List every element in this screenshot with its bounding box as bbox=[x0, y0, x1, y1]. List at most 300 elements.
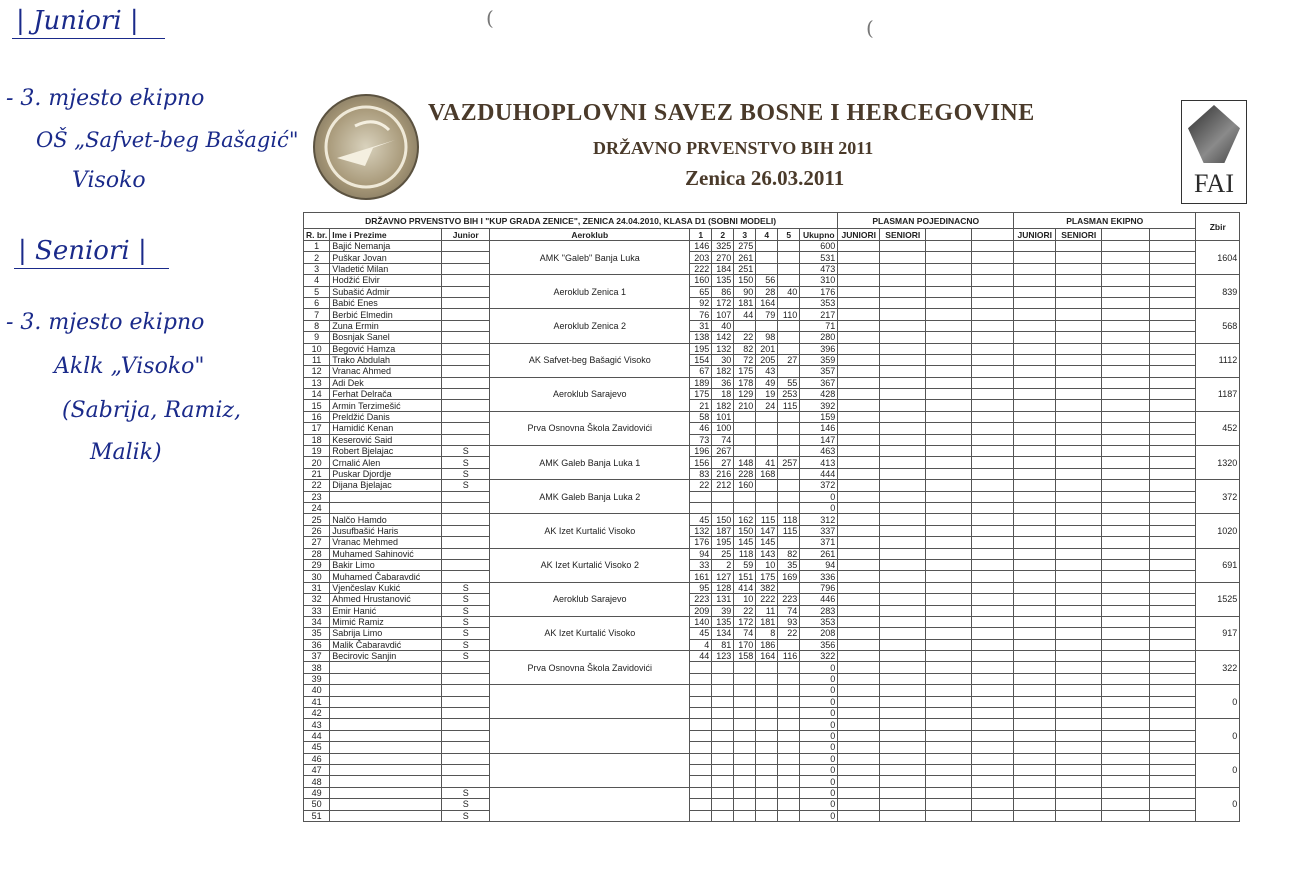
table-row bbox=[304, 708, 1240, 719]
placement-cell bbox=[1102, 480, 1150, 491]
competitor-name: Crnalić Alen bbox=[330, 457, 442, 468]
row-number: 51 bbox=[304, 810, 330, 821]
placement-cell bbox=[926, 377, 972, 388]
competitor-name: Babić Enes bbox=[330, 297, 442, 308]
placement-cell bbox=[926, 241, 972, 252]
placement-cell bbox=[880, 719, 926, 730]
row-number: 23 bbox=[304, 491, 330, 502]
col-1-header: 1 bbox=[690, 229, 712, 241]
placement-cell bbox=[880, 764, 926, 775]
round-3-score: 275 bbox=[734, 241, 756, 252]
placement-cell bbox=[1102, 651, 1150, 662]
placement-cell bbox=[838, 491, 880, 502]
placement-cell bbox=[880, 514, 926, 525]
row-number: 43 bbox=[304, 719, 330, 730]
table-row bbox=[304, 241, 1240, 252]
table-row bbox=[304, 502, 1240, 513]
table-row bbox=[304, 411, 1240, 422]
placement-cell bbox=[838, 639, 880, 650]
row-number: 39 bbox=[304, 673, 330, 684]
table-row bbox=[304, 446, 1240, 457]
scan-mark-left: ( bbox=[486, 6, 494, 30]
placement-cell bbox=[1102, 434, 1150, 445]
round-2-score: 135 bbox=[712, 616, 734, 627]
round-2-score: 128 bbox=[712, 582, 734, 593]
competitor-name: Armin Terzimešić bbox=[330, 400, 442, 411]
row-number: 9 bbox=[304, 332, 330, 343]
placement-cell bbox=[926, 343, 972, 354]
row-number: 27 bbox=[304, 537, 330, 548]
total-score: 531 bbox=[800, 252, 838, 263]
placement-cell bbox=[880, 411, 926, 422]
placement-cell bbox=[880, 468, 926, 479]
placement-cell bbox=[926, 491, 972, 502]
placement-cell bbox=[1150, 651, 1196, 662]
placement-cell bbox=[972, 787, 1014, 798]
placement-cell bbox=[1150, 559, 1196, 570]
club-logo-icon bbox=[313, 94, 419, 200]
placement-cell bbox=[838, 252, 880, 263]
round-3-score bbox=[734, 764, 756, 775]
round-1-score bbox=[690, 673, 712, 684]
total-score: 0 bbox=[800, 810, 838, 821]
placement-cell bbox=[838, 662, 880, 673]
placement-cell bbox=[972, 320, 1014, 331]
placement-cell bbox=[1056, 582, 1102, 593]
table-row bbox=[304, 776, 1240, 787]
placement-cell bbox=[926, 559, 972, 570]
round-3-score: 22 bbox=[734, 332, 756, 343]
round-2-score: 182 bbox=[712, 366, 734, 377]
placement-cell bbox=[972, 423, 1014, 434]
placement-cell bbox=[1102, 286, 1150, 297]
placement-cell bbox=[1056, 685, 1102, 696]
total-score: 796 bbox=[800, 582, 838, 593]
round-3-score: 162 bbox=[734, 514, 756, 525]
round-1-score: 95 bbox=[690, 582, 712, 593]
round-3-score bbox=[734, 810, 756, 821]
col-empty-header bbox=[1150, 229, 1196, 241]
placement-cell bbox=[880, 297, 926, 308]
round-2-score bbox=[712, 810, 734, 821]
placement-cell bbox=[880, 730, 926, 741]
placement-cell bbox=[1014, 605, 1056, 616]
table-row bbox=[304, 639, 1240, 650]
placement-cell bbox=[1056, 719, 1102, 730]
round-2-score: 270 bbox=[712, 252, 734, 263]
round-2-score: 18 bbox=[712, 389, 734, 400]
placement-cell bbox=[972, 685, 1014, 696]
placement-cell bbox=[1014, 389, 1056, 400]
placement-cell bbox=[880, 605, 926, 616]
round-1-score: 58 bbox=[690, 411, 712, 422]
placement-cell bbox=[972, 537, 1014, 548]
placement-cell bbox=[1056, 354, 1102, 365]
table-row bbox=[304, 571, 1240, 582]
placement-cell bbox=[1150, 434, 1196, 445]
placement-cell bbox=[1150, 354, 1196, 365]
placement-cell bbox=[926, 446, 972, 457]
placement-cell bbox=[1014, 810, 1056, 821]
placement-cell bbox=[1056, 502, 1102, 513]
placement-cell bbox=[880, 491, 926, 502]
placement-cell bbox=[838, 446, 880, 457]
round-5-score bbox=[778, 787, 800, 798]
round-4-score: 143 bbox=[756, 548, 778, 559]
placement-cell bbox=[926, 297, 972, 308]
competitor-name: Mimić Ramiz bbox=[330, 616, 442, 627]
placement-cell bbox=[838, 320, 880, 331]
row-number: 2 bbox=[304, 252, 330, 263]
round-3-score bbox=[734, 708, 756, 719]
zbir-header: Zbir bbox=[1196, 213, 1240, 241]
placement-cell bbox=[1102, 263, 1150, 274]
round-1-score bbox=[690, 719, 712, 730]
row-number: 8 bbox=[304, 320, 330, 331]
round-2-score: 216 bbox=[712, 468, 734, 479]
round-5-score: 27 bbox=[778, 354, 800, 365]
row-number: 42 bbox=[304, 708, 330, 719]
placement-cell bbox=[1056, 332, 1102, 343]
table-row bbox=[304, 685, 1240, 696]
table-row bbox=[304, 537, 1240, 548]
placement-cell bbox=[972, 696, 1014, 707]
round-4-score bbox=[756, 719, 778, 730]
placement-cell bbox=[1150, 730, 1196, 741]
round-5-score bbox=[778, 468, 800, 479]
row-number: 49 bbox=[304, 787, 330, 798]
placement-cell bbox=[1102, 571, 1150, 582]
competitor-name: Keserović Said bbox=[330, 434, 442, 445]
round-3-score bbox=[734, 491, 756, 502]
placement-cell bbox=[972, 810, 1014, 821]
round-1-score bbox=[690, 742, 712, 753]
round-3-score: 181 bbox=[734, 297, 756, 308]
round-5-score: 110 bbox=[778, 309, 800, 320]
placement-cell bbox=[1056, 764, 1102, 775]
team-sum: 1525 bbox=[1196, 582, 1240, 616]
junior-flag bbox=[442, 252, 490, 263]
round-2-score: 39 bbox=[712, 605, 734, 616]
placement-cell bbox=[1150, 309, 1196, 320]
placement-cell bbox=[1014, 673, 1056, 684]
row-number: 22 bbox=[304, 480, 330, 491]
table-row bbox=[304, 605, 1240, 616]
placement-cell bbox=[838, 673, 880, 684]
table-row bbox=[304, 799, 1240, 810]
round-4-score bbox=[756, 696, 778, 707]
round-3-score: 10 bbox=[734, 594, 756, 605]
junior-flag bbox=[442, 719, 490, 730]
placement-cell bbox=[972, 366, 1014, 377]
row-number: 34 bbox=[304, 616, 330, 627]
round-2-score bbox=[712, 673, 734, 684]
round-4-score: 11 bbox=[756, 605, 778, 616]
placement-cell bbox=[926, 286, 972, 297]
round-4-score: 49 bbox=[756, 377, 778, 388]
competitor-name: Vladetić Milan bbox=[330, 263, 442, 274]
total-score: 0 bbox=[800, 776, 838, 787]
placement-cell bbox=[838, 594, 880, 605]
placement-cell bbox=[972, 776, 1014, 787]
placement-cell bbox=[1056, 252, 1102, 263]
placement-cell bbox=[838, 764, 880, 775]
row-number: 19 bbox=[304, 446, 330, 457]
placement-cell bbox=[926, 810, 972, 821]
round-4-score: 168 bbox=[756, 468, 778, 479]
placement-cell bbox=[972, 434, 1014, 445]
table-row bbox=[304, 423, 1240, 434]
round-2-score: 86 bbox=[712, 286, 734, 297]
junior-flag: S bbox=[442, 446, 490, 457]
placement-cell bbox=[972, 764, 1014, 775]
placement-cell bbox=[1102, 275, 1150, 286]
placement-cell bbox=[1150, 685, 1196, 696]
placement-cell bbox=[880, 320, 926, 331]
round-2-score: 150 bbox=[712, 514, 734, 525]
competitor-name bbox=[330, 673, 442, 684]
round-2-score: 25 bbox=[712, 548, 734, 559]
placement-cell bbox=[926, 628, 972, 639]
round-2-score: 81 bbox=[712, 639, 734, 650]
placement-cell bbox=[1056, 730, 1102, 741]
placement-cell bbox=[1056, 434, 1102, 445]
round-3-score bbox=[734, 320, 756, 331]
placement-cell bbox=[926, 514, 972, 525]
round-4-score: 201 bbox=[756, 343, 778, 354]
placement-cell bbox=[1102, 776, 1150, 787]
round-5-score: 93 bbox=[778, 616, 800, 627]
placement-cell bbox=[1014, 480, 1056, 491]
placement-cell bbox=[1014, 446, 1056, 457]
competitor-name: Becirovic Sanjin bbox=[330, 651, 442, 662]
table-row bbox=[304, 354, 1240, 365]
round-3-score: 160 bbox=[734, 480, 756, 491]
table-row bbox=[304, 332, 1240, 343]
placement-cell bbox=[1150, 480, 1196, 491]
placement-cell bbox=[1014, 400, 1056, 411]
club-name: Aeroklub Sarajevo bbox=[490, 377, 690, 411]
placement-cell bbox=[972, 332, 1014, 343]
junior-flag bbox=[442, 514, 490, 525]
round-2-score: 27 bbox=[712, 457, 734, 468]
placement-cell bbox=[926, 742, 972, 753]
total-score: 428 bbox=[800, 389, 838, 400]
placement-cell bbox=[972, 605, 1014, 616]
round-2-score bbox=[712, 696, 734, 707]
placement-cell bbox=[1014, 309, 1056, 320]
round-2-score bbox=[712, 719, 734, 730]
placement-cell bbox=[1014, 651, 1056, 662]
placement-cell bbox=[926, 366, 972, 377]
placement-cell bbox=[1014, 297, 1056, 308]
placement-cell bbox=[972, 309, 1014, 320]
round-1-score: 140 bbox=[690, 616, 712, 627]
round-4-score: 145 bbox=[756, 537, 778, 548]
junior-flag bbox=[442, 673, 490, 684]
round-5-score bbox=[778, 263, 800, 274]
junior-flag bbox=[442, 491, 490, 502]
placement-cell bbox=[838, 275, 880, 286]
round-5-score bbox=[778, 764, 800, 775]
placement-cell bbox=[838, 354, 880, 365]
round-1-score bbox=[690, 810, 712, 821]
placement-cell bbox=[972, 753, 1014, 764]
note-seniori-line4: Malik) bbox=[90, 440, 162, 465]
placement-cell bbox=[880, 286, 926, 297]
placement-cell bbox=[1102, 639, 1150, 650]
placement-cell bbox=[926, 320, 972, 331]
table-row bbox=[304, 457, 1240, 468]
placement-cell bbox=[1056, 708, 1102, 719]
placement-cell bbox=[926, 594, 972, 605]
placement-cell bbox=[1056, 787, 1102, 798]
placement-cell bbox=[1014, 719, 1056, 730]
row-number: 46 bbox=[304, 753, 330, 764]
round-3-score: 148 bbox=[734, 457, 756, 468]
placement-cell bbox=[1056, 753, 1102, 764]
round-4-score bbox=[756, 764, 778, 775]
round-2-score bbox=[712, 730, 734, 741]
total-score: 312 bbox=[800, 514, 838, 525]
table-row bbox=[304, 400, 1240, 411]
junior-flag bbox=[442, 548, 490, 559]
team-sum: 0 bbox=[1196, 719, 1240, 753]
round-5-score bbox=[778, 708, 800, 719]
eagle-icon bbox=[1188, 105, 1240, 163]
placement-cell bbox=[1056, 776, 1102, 787]
placement-cell bbox=[880, 400, 926, 411]
placement-cell bbox=[1056, 594, 1102, 605]
row-number: 3 bbox=[304, 263, 330, 274]
round-5-score bbox=[778, 685, 800, 696]
round-1-score: 196 bbox=[690, 446, 712, 457]
total-score: 446 bbox=[800, 594, 838, 605]
table-row bbox=[304, 263, 1240, 274]
round-2-score: 172 bbox=[712, 297, 734, 308]
fai-logo bbox=[1181, 100, 1247, 204]
placement-cell bbox=[1056, 320, 1102, 331]
page-subtitle: DRŽAVNO PRVENSTVO BIH 2011 bbox=[593, 138, 874, 158]
total-score: 322 bbox=[800, 651, 838, 662]
total-score: 176 bbox=[800, 286, 838, 297]
note-seniori-line1: - 3. mjesto ekipno bbox=[6, 310, 205, 335]
placement-cell bbox=[1056, 628, 1102, 639]
round-3-score: 170 bbox=[734, 639, 756, 650]
round-4-score bbox=[756, 491, 778, 502]
placement-cell bbox=[972, 502, 1014, 513]
row-number: 6 bbox=[304, 297, 330, 308]
junior-flag bbox=[442, 764, 490, 775]
round-3-score: 158 bbox=[734, 651, 756, 662]
placement-cell bbox=[880, 309, 926, 320]
round-4-score bbox=[756, 776, 778, 787]
placement-cell bbox=[880, 389, 926, 400]
placement-cell bbox=[880, 446, 926, 457]
placement-cell bbox=[1102, 332, 1150, 343]
placement-cell bbox=[838, 297, 880, 308]
placement-cell bbox=[838, 457, 880, 468]
round-2-score: 123 bbox=[712, 651, 734, 662]
junior-flag: S bbox=[442, 810, 490, 821]
col-4-header: 4 bbox=[756, 229, 778, 241]
row-number: 20 bbox=[304, 457, 330, 468]
club-name: AK Izet Kurtalić Visoko bbox=[490, 514, 690, 548]
placement-cell bbox=[880, 332, 926, 343]
placement-cell bbox=[880, 594, 926, 605]
placement-cell bbox=[1102, 446, 1150, 457]
total-score: 310 bbox=[800, 275, 838, 286]
competitor-name: Preldžić Danis bbox=[330, 411, 442, 422]
junior-flag: S bbox=[442, 582, 490, 593]
row-number: 47 bbox=[304, 764, 330, 775]
placement-cell bbox=[1056, 491, 1102, 502]
round-1-score: 222 bbox=[690, 263, 712, 274]
placement-cell bbox=[838, 753, 880, 764]
round-5-score bbox=[778, 423, 800, 434]
round-2-score: 187 bbox=[712, 525, 734, 536]
round-1-score: 189 bbox=[690, 377, 712, 388]
placement-cell bbox=[1150, 764, 1196, 775]
round-1-score bbox=[690, 502, 712, 513]
team-sum: 1187 bbox=[1196, 377, 1240, 411]
placement-cell bbox=[880, 502, 926, 513]
placement-cell bbox=[880, 548, 926, 559]
table-row bbox=[304, 252, 1240, 263]
placement-cell bbox=[1150, 548, 1196, 559]
placement-cell bbox=[1102, 514, 1150, 525]
total-score: 0 bbox=[800, 673, 838, 684]
total-score: 413 bbox=[800, 457, 838, 468]
row-number: 16 bbox=[304, 411, 330, 422]
round-1-score: 21 bbox=[690, 400, 712, 411]
placement-cell bbox=[1014, 366, 1056, 377]
placement-cell bbox=[880, 275, 926, 286]
round-4-score bbox=[756, 685, 778, 696]
round-4-score: 43 bbox=[756, 366, 778, 377]
placement-cell bbox=[1102, 320, 1150, 331]
placement-cell bbox=[1014, 594, 1056, 605]
note-juniori-label: Juniori bbox=[33, 6, 122, 36]
junior-flag bbox=[442, 423, 490, 434]
round-1-score bbox=[690, 776, 712, 787]
placement-cell bbox=[1102, 502, 1150, 513]
placement-cell bbox=[972, 639, 1014, 650]
placement-cell bbox=[972, 548, 1014, 559]
placement-cell bbox=[1102, 685, 1150, 696]
placement-cell bbox=[1102, 377, 1150, 388]
table-row bbox=[304, 286, 1240, 297]
placement-cell bbox=[1102, 457, 1150, 468]
row-number: 36 bbox=[304, 639, 330, 650]
junior-flag: S bbox=[442, 628, 490, 639]
round-3-score bbox=[734, 411, 756, 422]
placement-cell bbox=[1056, 480, 1102, 491]
round-5-score: 115 bbox=[778, 400, 800, 411]
placement-cell bbox=[972, 571, 1014, 582]
total-score: 463 bbox=[800, 446, 838, 457]
round-2-score: 267 bbox=[712, 446, 734, 457]
placement-cell bbox=[838, 400, 880, 411]
round-5-score bbox=[778, 411, 800, 422]
row-number: 5 bbox=[304, 286, 330, 297]
placement-cell bbox=[926, 787, 972, 798]
placement-cell bbox=[880, 480, 926, 491]
round-5-score bbox=[778, 502, 800, 513]
placement-cell bbox=[1150, 400, 1196, 411]
placement-cell bbox=[972, 719, 1014, 730]
round-2-score: 2 bbox=[712, 559, 734, 570]
